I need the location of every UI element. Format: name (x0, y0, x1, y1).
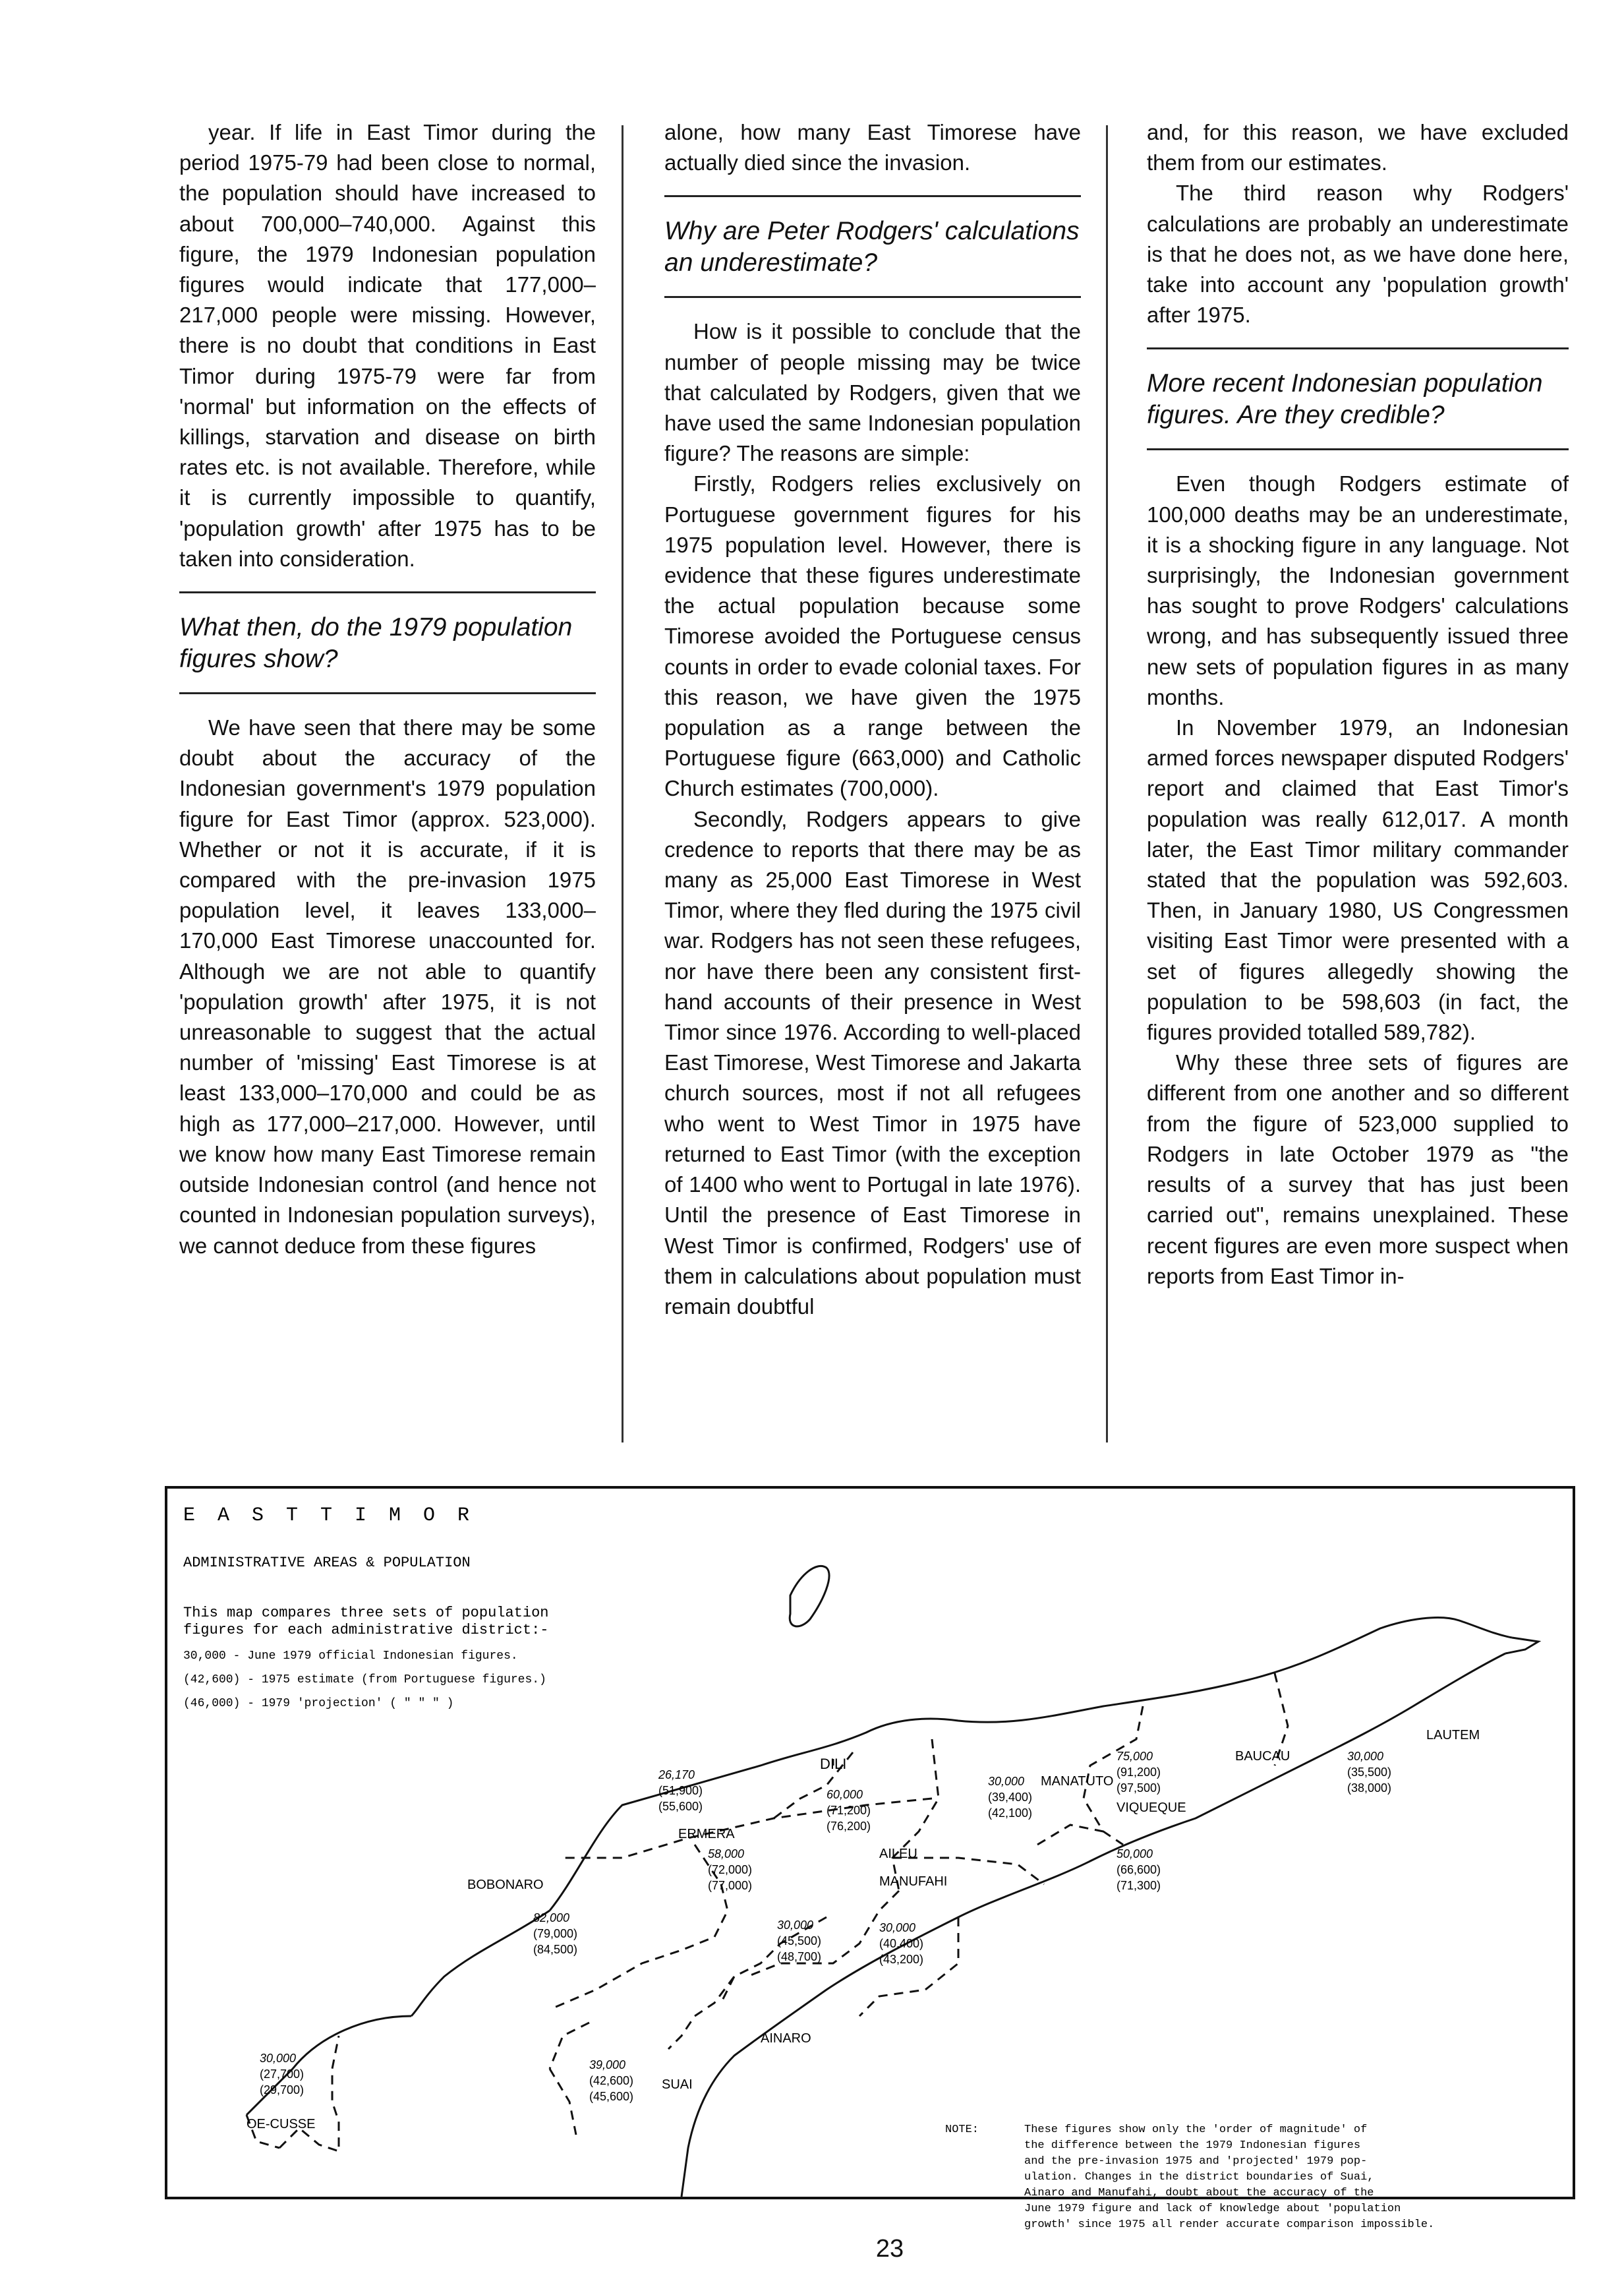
divider (1147, 347, 1569, 349)
district-name: ERMERA (678, 1827, 735, 1841)
west-coastline (411, 1911, 550, 2016)
map-drawing (167, 1489, 1573, 2231)
district-labels (246, 1728, 1480, 2131)
district-value-projection: (45,600) (589, 2090, 634, 2103)
district-value-1979: 60,000 (826, 1788, 863, 1801)
map-note-line: ulation. Changes in the district boundaries of Suai, (1024, 2171, 1374, 2184)
district-name: OE-CUSSE (246, 2117, 316, 2131)
col2-heading: Why are Peter Rodgers' calculations an underestimate? (664, 217, 1080, 278)
map-note (1024, 2124, 1434, 2231)
district-name: MANUFAHI (879, 1874, 948, 1889)
district-name: DILI (820, 1756, 847, 1772)
atauro-island-outline (790, 1566, 829, 1626)
district-value-projection: (42,100) (988, 1806, 1033, 1820)
oe-cusse-outline (246, 2016, 411, 2115)
district-value-1975: (45,500) (777, 1934, 822, 1947)
map-legend-1: 30,000 - June 1979 official Indonesian figures. (183, 1650, 518, 1663)
district-name: AILEU (879, 1847, 917, 1861)
district-value-projection: (77,000) (708, 1879, 753, 1892)
district-value-1975: (79,000) (533, 1927, 578, 1940)
district-value-1979: 58,000 (708, 1847, 745, 1860)
map-note-line: the difference between the 1979 Indonesian figures (1024, 2139, 1361, 2152)
district-name: MANATUTO (1041, 1774, 1114, 1789)
map-title: E A S T T I M O R (183, 1504, 475, 1527)
district-value-projection: (55,600) (658, 1800, 703, 1813)
map-note-line: June 1979 figure and lack of knowledge about 'population (1024, 2203, 1401, 2215)
divider (179, 591, 596, 593)
divider (664, 296, 1081, 298)
district-value-projection: (71,300) (1116, 1879, 1161, 1892)
district-value-1975: (72,000) (708, 1863, 753, 1876)
col2-paragraph-4: Secondly, Rodgers appears to give credence to reports that there may be as many as 25,000 East Timorese in West Timor, where they fled during the 1975 civil war. Rodgers has not seen these refugees, nor have there been any consistent first-hand accounts of their presence in West Timor since 1976. According to well-placed East Timorese, West Timorese and Jakarta church sources, most if not all refugees who went to West Timor in 1975 have returned to East Timor (with the exception of 1400 who went to Portugal in late 1976). Until the presence of East Timorese in West Timor is confirmed, Rodgers' use of them in calculations about population must remain doubtful (664, 806, 1081, 1319)
column-divider-1 (622, 125, 624, 1442)
district-value-1979: 82,000 (533, 1911, 570, 1924)
map-note-line: and the pre-invasion 1975 and 'projected' 1979 pop- (1024, 2155, 1368, 2168)
district-value-1975: (35,500) (1347, 1766, 1392, 1779)
col3-paragraph-5: Why these three sets of figures are different from one another and so different from the figure of 523,000 supplied to Rodgers in late October 1979 as "the results of a survey that has just been carried out", remains unexplained. These recent figures are even more suspect when reports from East Timor in- (1147, 1050, 1569, 1288)
district-name: AINARO (761, 2031, 811, 2046)
district-value-1979: 30,000 (260, 2052, 297, 2065)
col2-paragraph-1: alone, how many East Timorese have actually died since the invasion. (664, 120, 1081, 175)
district-value-1975: (27,700) (260, 2067, 304, 2081)
map-legend-3: (46,000) - 1979 'projection' ( " " " ) (183, 1697, 454, 1710)
district-value-1979: 26,170 (658, 1768, 695, 1781)
col2-paragraph-3: Firstly, Rodgers relies exclusively on Portuguese government figures for his 1975 population level. However, there is evidence that these figures underestimate the actual population because some Timorese avoided the Portuguese census counts in order to evade colonial taxes. For this reason, we have given the 1975 population as a range between the Portuguese figure (663,000) and Catholic Church estimates (700,000). (664, 471, 1081, 801)
map-note-label: NOTE: (945, 2124, 979, 2136)
column-3 (1147, 117, 1569, 1292)
district-name: SUAI (662, 2077, 693, 2092)
district-value-1975: (39,400) (988, 1791, 1033, 1804)
col3-paragraph-4: In November 1979, an Indonesian armed forces newspaper disputed Rodgers' report and claimed that East Timor's population was really 612,017. A month later, the East Timor military commander stated that the population was 592,603. Then, in January 1980, US Congressmen visiting East Timor were presented with a set of figures allegedly showing the population to be 598,603 (in fact, the figures provided totalled 589,782). (1147, 715, 1569, 1045)
divider (664, 195, 1081, 197)
divider (1147, 448, 1569, 450)
map-legend-2: (42,600) - 1975 estimate (from Portuguese figures.) (183, 1673, 546, 1686)
north-coastline (550, 1618, 1512, 1911)
col3-paragraph-2: The third reason why Rodgers' calculations are probably an underestimate is that he does not, as we have done here, take into account any 'population growth' after 1975. (1147, 181, 1569, 328)
col1-paragraph-1: year. If life in East Timor during the period 1975-79 had been close to normal, the population should have increased to about 700,000–740,000. Against this figure, the 1979 Indonesian population figures would indicate that 177,000–217,000 people were missing. However, there is no doubt that conditions in East Timor during 1975-79 were far from 'normal' but information on the effects of killings, starvation and disease on birth rates etc. is not available. Therefore, while it is currently impossible to quantify, 'population growth' after 1975 has to be taken into consideration. (179, 120, 596, 571)
map-intro-line-2: figures for each administrative district:- (183, 1622, 549, 1638)
district-value-1979: 75,000 (1116, 1750, 1153, 1763)
map-subtitle: ADMINISTRATIVE AREAS & POPULATION (183, 1555, 471, 1571)
col3-heading: More recent Indonesian population figures. Are they credible? (1147, 369, 1543, 430)
district-value-projection: (97,500) (1116, 1781, 1161, 1795)
district-value-projection: (84,500) (533, 1943, 578, 1956)
col3-paragraph-3: Even though Rodgers estimate of 100,000 deaths may be an underestimate, it is a shocking figure in any language. Not surprisingly, the Indonesian government has sought to prove Rodgers' calculations wrong, and has subsequently issued three new sets of population figures in as many months. (1147, 471, 1569, 709)
col2-paragraph-2: How is it possible to conclude that the number of people missing may be twice that calculated by Rodgers, given that we have used the same Indonesian population figure? The reasons are simple: (664, 319, 1081, 466)
map-note-line: Ainaro and Manufahi, doubt about the accuracy of the (1024, 2187, 1374, 2199)
district-name: LAUTEM (1426, 1728, 1480, 1742)
column-1 (179, 117, 596, 1261)
district-value-1975: (71,200) (826, 1804, 871, 1817)
district-value-1975: (51,900) (658, 1784, 703, 1797)
district-value-1979: 39,000 (589, 2058, 626, 2071)
divider (179, 692, 596, 694)
column-2 (664, 117, 1081, 1322)
district-value-projection: (29,700) (260, 2083, 304, 2096)
district-name: BAUCAU (1235, 1749, 1290, 1764)
district-value-1975: (66,600) (1116, 1863, 1161, 1876)
district-name: VIQUEQUE (1116, 1800, 1186, 1815)
map-intro-line-1: This map compares three sets of population (183, 1605, 549, 1621)
district-value-projection: (38,000) (1347, 1781, 1392, 1795)
col3-paragraph-1: and, for this reason, we have excluded them from our estimates. (1147, 120, 1569, 175)
district-value-1979: 30,000 (988, 1775, 1025, 1788)
map-note-line: growth' since 1975 all render accurate comparison impossible. (1024, 2218, 1435, 2231)
district-value-projection: (48,700) (777, 1950, 822, 1963)
district-value-projection: (43,200) (879, 1953, 924, 1966)
district-value-1975: (42,600) (589, 2074, 634, 2087)
district-value-1979: 50,000 (1116, 1847, 1153, 1860)
col1-paragraph-2: We have seen that there may be some doubt about the accuracy of the Indonesian government's 1979 population figure for East Timor (approx. 523,000). Whether or not it is accurate, if it is compared with the pre-invasion 1975 population level, it leaves 133,000–170,000 East Timorese unaccounted for. Although we are not able to quantify 'population growth' after 1975, it is not unreasonable to suggest that the actual number of 'missing' East Timorese is at least 133,000–170,000 and could be as high as 177,000–217,000. However, until we know how many East Timorese remain outside Indonesian control (and hence not counted in Indonesian population surveys), we cannot deduce from these figures (179, 715, 596, 1258)
east-timor-map (165, 1486, 1575, 2231)
district-value-1975: (40,400) (879, 1937, 924, 1950)
col1-heading: What then, do the 1979 population figures show? (179, 613, 573, 674)
district-name: BOBONARO (467, 1878, 544, 1892)
district-value-1979: 30,000 (1347, 1750, 1384, 1763)
page-number: 23 (875, 2235, 904, 2263)
district-value-1975: (91,200) (1116, 1766, 1161, 1779)
east-tip (1505, 1638, 1538, 1653)
map-note-line: These figures show only the 'order of magnitude' of (1024, 2124, 1368, 2136)
district-value-projection: (76,200) (826, 1820, 871, 1833)
district-value-1979: 30,000 (879, 1921, 916, 1934)
column-divider-2 (1106, 125, 1108, 1442)
district-value-1979: 30,000 (777, 1918, 814, 1932)
